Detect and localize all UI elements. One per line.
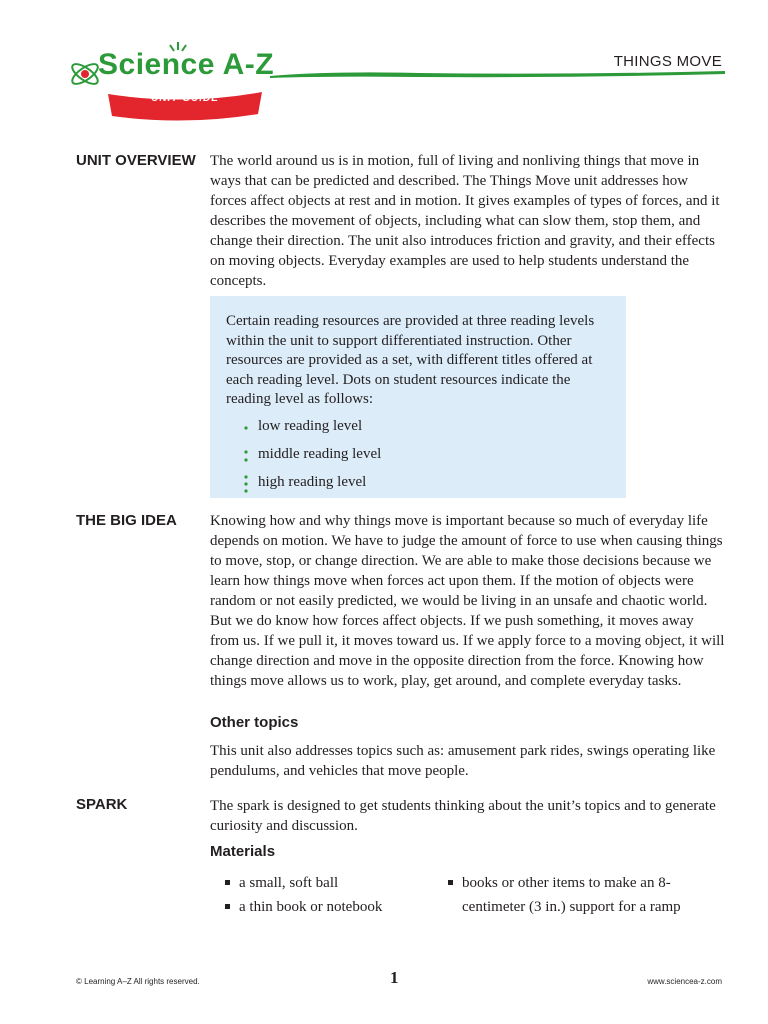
atom-icon (68, 56, 102, 92)
three-dots-icon (242, 474, 250, 498)
spark-heading: SPARK (76, 796, 128, 813)
two-dots-icon (242, 446, 250, 470)
other-topics-text: This unit also addresses topics such as: amusement park rides, swings operating like pendulums, and vehicles that move people. (210, 743, 716, 779)
big-idea-heading: THE BIG IDEA (76, 512, 177, 529)
one-dot-icon (242, 418, 250, 442)
list-item: books or other items to make an 8-centimeter (3 in.) support for a ramp (447, 871, 729, 919)
materials-list-left (224, 871, 434, 919)
page-header (0, 0, 768, 140)
unit-overview-text: The world around us is in motion, full of living and nonliving things that move in ways that can be predicted and described. The Things Move unit addresses how forces affect objects at rest and in motion. It gives examples of types of forces, and it describes the movement of objects, including what can slow them, stop them, and change their direction. The unit also introduces friction and gravity, and their effects on moving objects. Everyday examples are used to help students understand the concepts. (210, 153, 720, 289)
reading-level-label: high reading level (258, 473, 367, 490)
website-url: www.sciencea-z.com (647, 977, 722, 986)
reading-levels-callout (210, 296, 626, 498)
bullet-square-icon (448, 880, 453, 885)
reading-level-high (226, 472, 612, 500)
materials-list-right (447, 871, 729, 919)
other-topics-heading: Other topics (210, 714, 299, 731)
big-idea-text: Knowing how and why things move is important because so much of everyday life depends on motion. We have to judge the amount of force to use when causing things to move, stop, or change direction. We are able to make those decisions because we learn how things move when forces act upon them. If the motion of objects were random or not easily predicted, we would be living in an unsafe and chaotic world. But we do know how forces affect objects. If we push something, it moves away from us. If we pull it, it moves toward us. If we apply force to a moving object, it will change direction and move in the opposite direction from the force. Knowing how things move allows us to work, play, get around, and complete everyday tasks. (210, 513, 725, 689)
list-item: a thin book or notebook (224, 895, 434, 919)
logo-wordmark: Science A-Z (98, 48, 275, 81)
reading-level-middle (226, 444, 612, 472)
bullet-square-icon (225, 904, 230, 909)
science-az-logo (68, 40, 278, 132)
unit-title: THINGS MOVE (613, 53, 722, 70)
reading-level-low (226, 416, 612, 444)
bullet-square-icon (225, 880, 230, 885)
reading-level-label: middle reading level (258, 445, 382, 462)
unit-guide-label: UNIT GUIDE (151, 93, 219, 104)
reading-levels-list (226, 416, 612, 500)
spark-text: The spark is designed to get students thinking about the unit’s topics and to generate curiosity and discussion. (210, 798, 716, 834)
page-number: 1 (390, 968, 399, 987)
callout-text: Certain reading resources are provided at three reading levels within the unit to support differentiated instruction. Other resources are provided as a set, with different titles offered at each reading level. Dots on student resources indicate the reading level as follows: (226, 313, 595, 407)
list-item: a small, soft ball (224, 871, 434, 895)
unit-overview-heading: UNIT OVERVIEW (76, 152, 196, 169)
reading-level-label: low reading level (258, 417, 363, 434)
copyright-notice: © Learning A–Z All rights reserved. (76, 977, 200, 986)
materials-heading: Materials (210, 843, 276, 860)
